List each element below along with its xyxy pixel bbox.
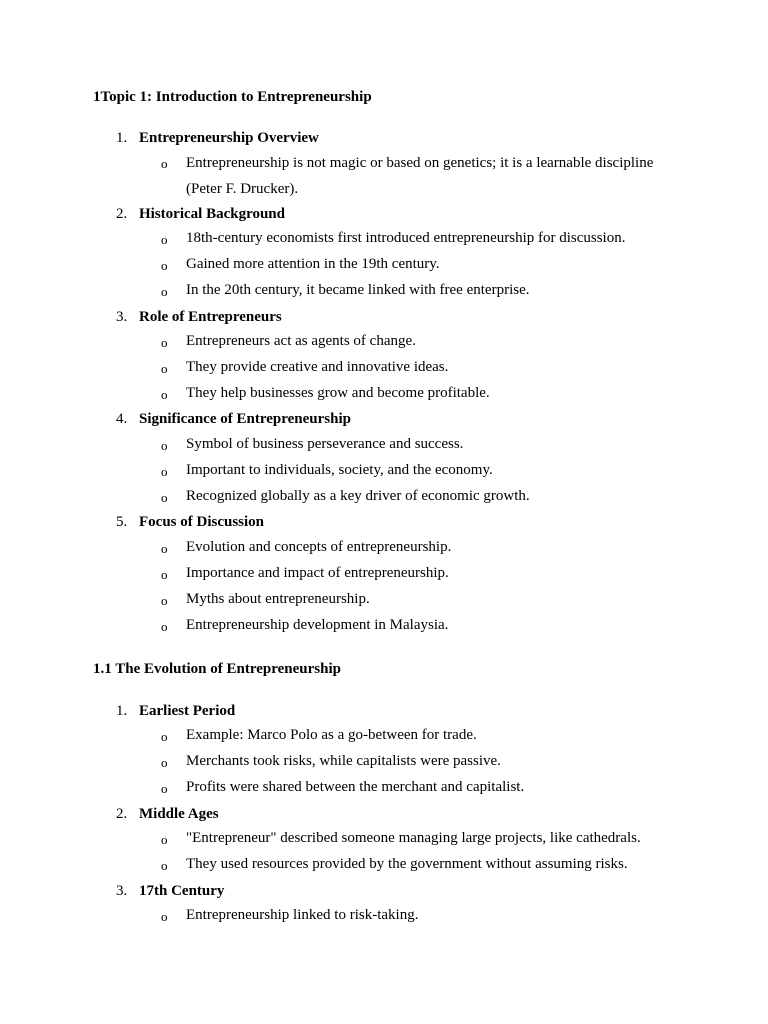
bullet-item: Example: Marco Polo as a go-between for trade. [186, 727, 477, 743]
bullet-item: Evolution and concepts of entrepreneurship. [186, 539, 452, 555]
bullet-marker: o [161, 729, 168, 744]
section-title: Focus of Discussion [139, 514, 265, 530]
bullet-marker: o [161, 438, 168, 453]
bullet-item: Entrepreneurship linked to risk-taking. [186, 907, 419, 923]
bullet-marker: o [161, 361, 168, 376]
section-number: 3. [116, 309, 128, 325]
bullet-item: Myths about entrepreneurship. [186, 591, 370, 607]
bullet-marker: o [161, 232, 168, 247]
section-title: Middle Ages [139, 806, 219, 822]
section-number: 1. [116, 130, 128, 146]
bullet-marker: o [161, 464, 168, 479]
bullet-item: Important to individuals, society, and the economy. [186, 462, 493, 478]
bullet-item: Entrepreneurship development in Malaysia. [186, 617, 449, 633]
bullet-marker: o [161, 858, 168, 873]
section-number: 5. [116, 514, 128, 530]
bullet-item: Entrepreneurs act as agents of change. [186, 333, 416, 349]
section-number: 2. [116, 806, 128, 822]
section-number: 2. [116, 206, 128, 222]
bullet-marker: o [161, 541, 168, 556]
section-title: Historical Background [139, 206, 285, 222]
bullet-marker: o [161, 258, 168, 273]
bullet-item: Merchants took risks, while capitalists were passive. [186, 753, 501, 769]
bullet-item: Symbol of business perseverance and success. [186, 436, 464, 452]
section-title: Entrepreneurship Overview [139, 130, 319, 146]
bullet-marker: o [161, 781, 168, 796]
bullet-item: Recognized globally as a key driver of economic growth. [186, 488, 530, 504]
bullet-item: 18th-century economists first introduced entrepreneurship for discussion. [186, 230, 626, 246]
bullet-item: Profits were shared between the merchant and capitalist. [186, 779, 525, 795]
bullet-item: They help businesses grow and become profitable. [186, 385, 490, 401]
section-title: Role of Entrepreneurs [139, 309, 282, 325]
bullet-marker: o [161, 567, 168, 582]
section-title: Earliest Period [139, 703, 236, 719]
bullet-marker: o [161, 593, 168, 608]
section-number: 4. [116, 411, 128, 427]
bullet-item: Importance and impact of entrepreneurship. [186, 565, 449, 581]
bullet-item: "Entrepreneur" described someone managing large projects, like cathedrals. [186, 830, 641, 846]
bullet-marker: o [161, 387, 168, 402]
bullet-marker: o [161, 619, 168, 634]
bullet-marker: o [161, 284, 168, 299]
bullet-marker: o [161, 490, 168, 505]
bullet-marker: o [161, 832, 168, 847]
bullet-marker: o [161, 156, 168, 171]
section-title: Significance of Entrepreneurship [139, 411, 351, 427]
bullet-item: In the 20th century, it became linked with free enterprise. [186, 282, 530, 298]
section-number: 1. [116, 703, 128, 719]
section-title: 17th Century [139, 883, 225, 899]
bullet-item: Entrepreneurship is not magic or based on genetics; it is a learnable discipline (Peter F. Drucker). [186, 155, 654, 197]
bullet-item: They used resources provided by the government without assuming risks. [186, 856, 628, 872]
evolution-heading: 1.1 The Evolution of Entrepreneurship [93, 661, 341, 677]
bullet-item: They provide creative and innovative ideas. [186, 359, 449, 375]
topic-heading: 1Topic 1: Introduction to Entrepreneurship [93, 89, 372, 105]
bullet-marker: o [161, 335, 168, 350]
section-number: 3. [116, 883, 128, 899]
bullet-marker: o [161, 755, 168, 770]
bullet-item: Gained more attention in the 19th century. [186, 256, 440, 272]
bullet-marker: o [161, 909, 168, 924]
